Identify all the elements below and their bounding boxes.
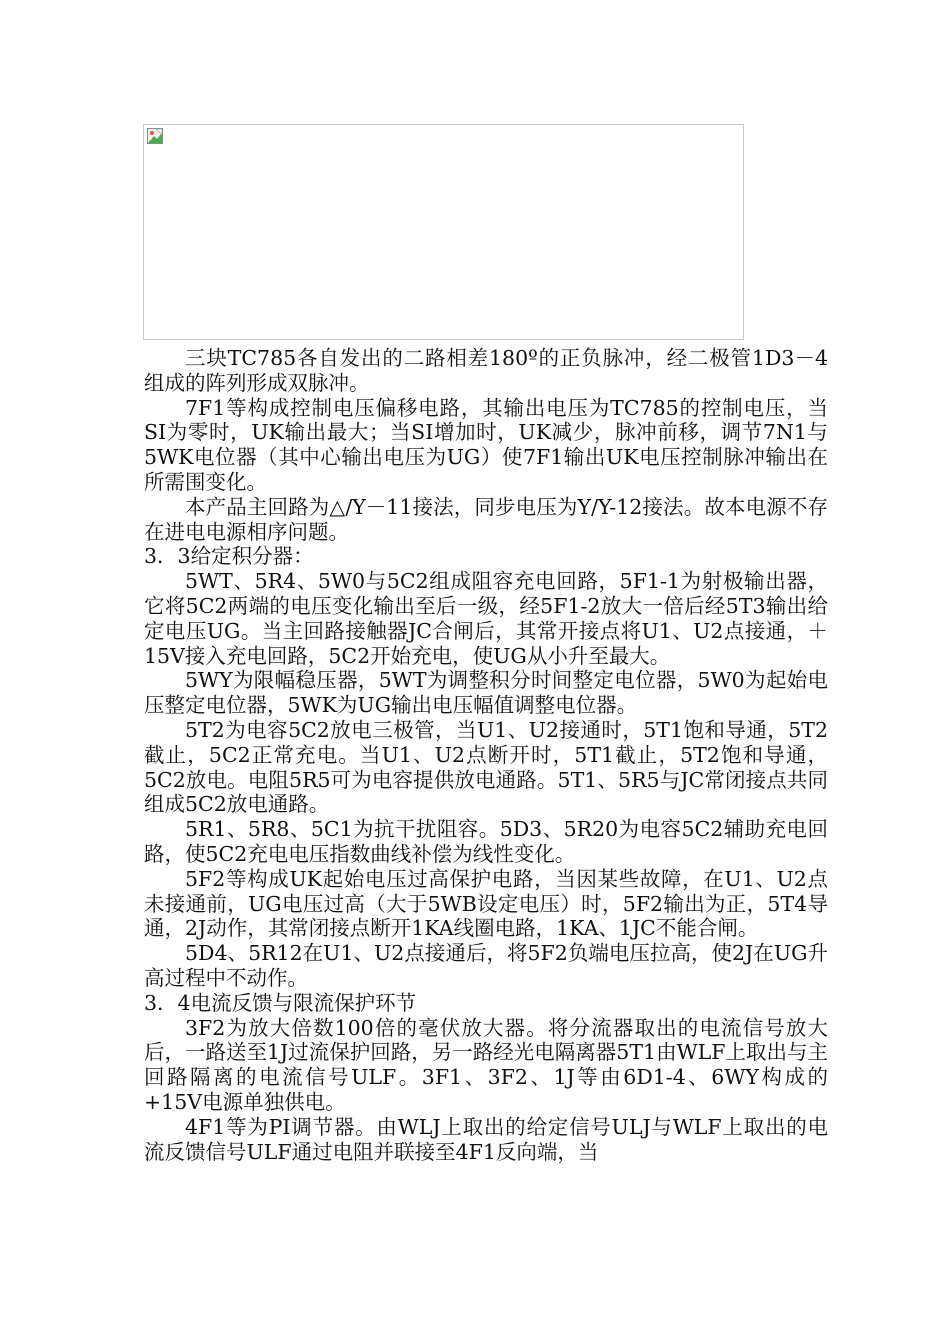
document-body: [144, 346, 828, 1164]
paragraph: 5F2等构成UK起始电压过高保护电路，当因某些故障，在U1、U2点未接通前，UG电压过高（大于5WB设定电压）时，5F2输出为正，5T4导通，2J动作，其常闭接点断开1KA线圈电路，1KA、1JC不能合闸。: [144, 866, 828, 941]
section-heading: 3．4电流反馈与限流保护环节: [144, 990, 417, 1015]
broken-image-icon: [147, 128, 163, 144]
paragraph: 5T2为电容5C2放电三极管，当U1、U2接通时，5T1饱和导通，5T2截止，5C2正常充电。当U1、U2点断开时，5T1截止，5T2饱和导通，5C2放电。电阻5R5可为电容提供放电通路。5T1、5R5与JC常闭接点共同组成5C2放电通路。: [144, 717, 828, 817]
paragraph: 5WT、5R4、5W0与5C2组成阻容充电回路，5F1-1为射极输出器，它将5C2两端的电压变化输出至后一级，经5F1-2放大一倍后经5T3输出给定电压UG。当主回路接触器JC合闸后，其常开接点将U1、U2点接通，＋15V接入充电回路，5C2开始充电，使UG从小升至最大。: [144, 569, 828, 668]
section-heading: 3．3给定积分器：: [144, 544, 314, 569]
paragraph: 本产品主回路为△/Y－11接法，同步电压为Y/Y-12接法。故本电源不存在进电电源相序问题。: [144, 494, 828, 544]
paragraph: 5R1、5R8、5C1为抗干扰阻容。5D3、5R20为电容5C2辅助充电回路，使5C2充电电压指数曲线补偿为线性变化。: [144, 817, 828, 866]
image-placeholder: [143, 124, 744, 340]
paragraph: 5D4、5R12在U1、U2点接通后，将5F2负端电压拉高，使2J在UG升高过程中不动作。: [144, 941, 828, 990]
paragraph: 三块TC785各自发出的二路相差180º的正负脉冲，经二极管1D3－4组成的阵列形成双脉冲。: [144, 346, 828, 395]
paragraph: 3F2为放大倍数100倍的毫伏放大器。将分流器取出的电流信号放大后，一路送至1J过流保护回路，另一路经光电隔离器5T1由WLF上取出与主回路隔离的电流信号ULF。3F1、3F2、1J等由6D1-4、6WY构成的+15V电源单独供电。: [144, 1015, 828, 1114]
paragraph: 7F1等构成控制电压偏移电路，其输出电压为TC785的控制电压，当SI为零时，UK输出最大；当SI增加时，UK减少，脉冲前移，调节7N1与5WK电位器（其中心输出电压为UG）使7F1输出UK电压控制脉冲输出在所需围变化。: [144, 395, 828, 494]
paragraph: 5WY为限幅稳压器，5WT为调整积分时间整定电位器，5W0为起始电压整定电位器，5WK为UG输出电压幅值调整电位器。: [144, 668, 828, 718]
paragraph: 4F1等为PI调节器。由WLJ上取出的给定信号ULJ与WLF上取出的电流反馈信号ULF通过电阻并联接至4F1反向端，当: [144, 1114, 828, 1164]
